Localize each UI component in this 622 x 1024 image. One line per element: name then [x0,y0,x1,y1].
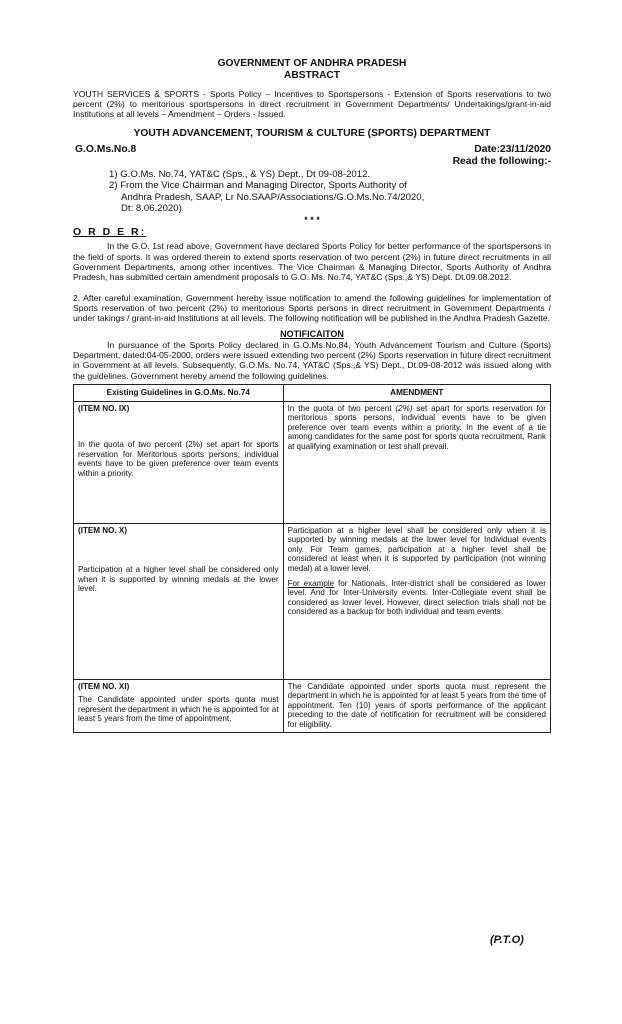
table-header-row [74,385,551,402]
column-header-amendment: AMENDMENT [283,385,550,402]
amendment-text: In the quota of two percent [287,403,396,413]
existing-cell [74,523,284,679]
existing-text: In the quota of two percent (2%) set apart for sports reservation for Meritorious sports persons, individual events have to be given preference over team events within a priority. [78,440,279,479]
go-number: G.O.Ms.No.8 [75,144,137,156]
guidelines-table [73,384,551,733]
existing-text: The Candidate appointed under sports quota must represent the department in which he is appointed for at least 5 years from the time of appointment. [78,695,279,724]
government-heading: GOVERNMENT OF ANDHRA PRADESH [217,58,407,69]
table-row [74,401,551,523]
column-header-existing: Existing Guidelines in G.O.Ms. No.74 [74,385,284,402]
existing-cell [74,679,284,732]
subject-line: YOUTH SERVICES & SPORTS - Sports Policy – Incentives to Sportspersons - Extension of Sports reservations to two percent (2%) to meritorious sportspersons in direct recruitment in Government Departments/ Undertakings/grant-in-aid Institutions at all levels – Amendment – Orders - Issued. [73,89,551,119]
department-heading: YOUTH ADVANCEMENT, TOURISM & CULTURE (SPORTS) DEPARTMENT [133,128,491,139]
reference-2-line-3: Dt: 8.06.2020) [121,203,182,215]
reference-1: 1) G.O.Ms. No.74, YAT&C (Sps., & YS) Dept., Dt 09-08-2012. [109,168,371,180]
amendment-example-text: for Nationals, Inter-district shall be considered as lower level. And for Inter-University events. Inter-Collegiate event shall be considered as lower level. However, direct selection trials shall not be considered as a backup for both individual and team events. [287,578,546,617]
amendment-percent: (2%) [395,403,413,413]
separator-stars: * * * [304,214,320,225]
pto-label: (P.T.O) [490,934,524,946]
references [109,169,551,215]
paragraph-3: In pursuance of the Sports Policy declared in G.O.Ms.No.84, Youth Advancement Tourism and Culture (Sports) Department, dated:04-05-2000, orders were issued extending two percent (2%) Sports reservation in future direct recruitment in Government at all levels. Subsequently, G.O.Ms. No.74, YAT&C (Sps.,& YS) Dept., Dt.09-08-2012 was issued along with the guidelines. Government hereby amend the following guidelines. [73,339,551,381]
reference-2-line-1: 2) From the Vice Chairman and Managing Director, Sports Authority of [109,180,407,192]
order-heading: O R D E R: [73,226,147,239]
existing-cell [74,401,284,523]
amendment-cell [283,679,550,732]
table-row [74,679,551,732]
paragraph-1: In the G.O. 1st read above, Government have declared Sports Policy for better performance of the sportspersons in the field of sports. It was ordered therein to extend sports reservation of two percent (2%) in future direct recruitments in all Government Departments, among other incentives. The Vice Chairman & Managing Director, Sports Authority of Andhra Pradesh, has submitted certain amendment proposals to G.O. Ms. No.74, YAT&C (Sps.,& YS) Dept. Dt.09.08.2012. [73,241,551,283]
paragraph-2: 2. After careful examination, Government hereby issue notification to amend the following guidelines for implementation of Sports reservation of two percent (2%) to meritorious Sports persons in direct recruitment in Government Departments / under takings / grant-in-aid Institutions at all levels. The following notification will be published in the Andhra Pradesh Gazette. [73,292,551,324]
go-document [73,58,551,733]
amendment-cell [283,401,550,523]
existing-text: Participation at a higher level shall be considered only when it is supported by winning medals at the lower level. [78,565,279,594]
notification-heading: NOTIFICAITON [280,328,344,339]
item-number: (ITEM NO. IX) [78,403,130,413]
item-number: (ITEM NO. X) [78,525,128,535]
abstract-heading: ABSTRACT [283,70,341,81]
read-following: Read the following:- [452,155,551,167]
amendment-text-cont: set apart for sports reservation for meritorious sports persons, individual events have to be given preference over team events within a priority. In the event of a tie among candidates for the same post for sports quota recruitment, Rank at qualifying examination or test shall prevail. [287,403,546,452]
item-number: (ITEM NO. XI) [78,681,130,691]
amendment-text: The Candidate appointed under sports quota must represent the department in which he is appointed for at least 5 years from the time of appointment. Ten (10) years of sports performance of the applicant preceding to the date of notification for recruitment will be considered for eligibility. [287,681,546,730]
table-row [74,523,551,679]
amendment-cell [283,523,550,679]
reference-2-line-2: Andhra Pradesh, SAAP, Lr No.SAAP/Associations/G.O.Ms.No.74/2020, [121,191,425,203]
amendment-text: Participation at a higher level shall be considered only when it is supported by winning medals at the lower level for Individual events only. For Team games, participation at a higher level shall be considered at least when it is supported by participation (not winning medal) at a lower level. [287,525,546,574]
go-number-row [73,145,551,155]
example-label: For example [287,578,335,588]
go-date: Date:23/11/2020 [474,144,551,156]
